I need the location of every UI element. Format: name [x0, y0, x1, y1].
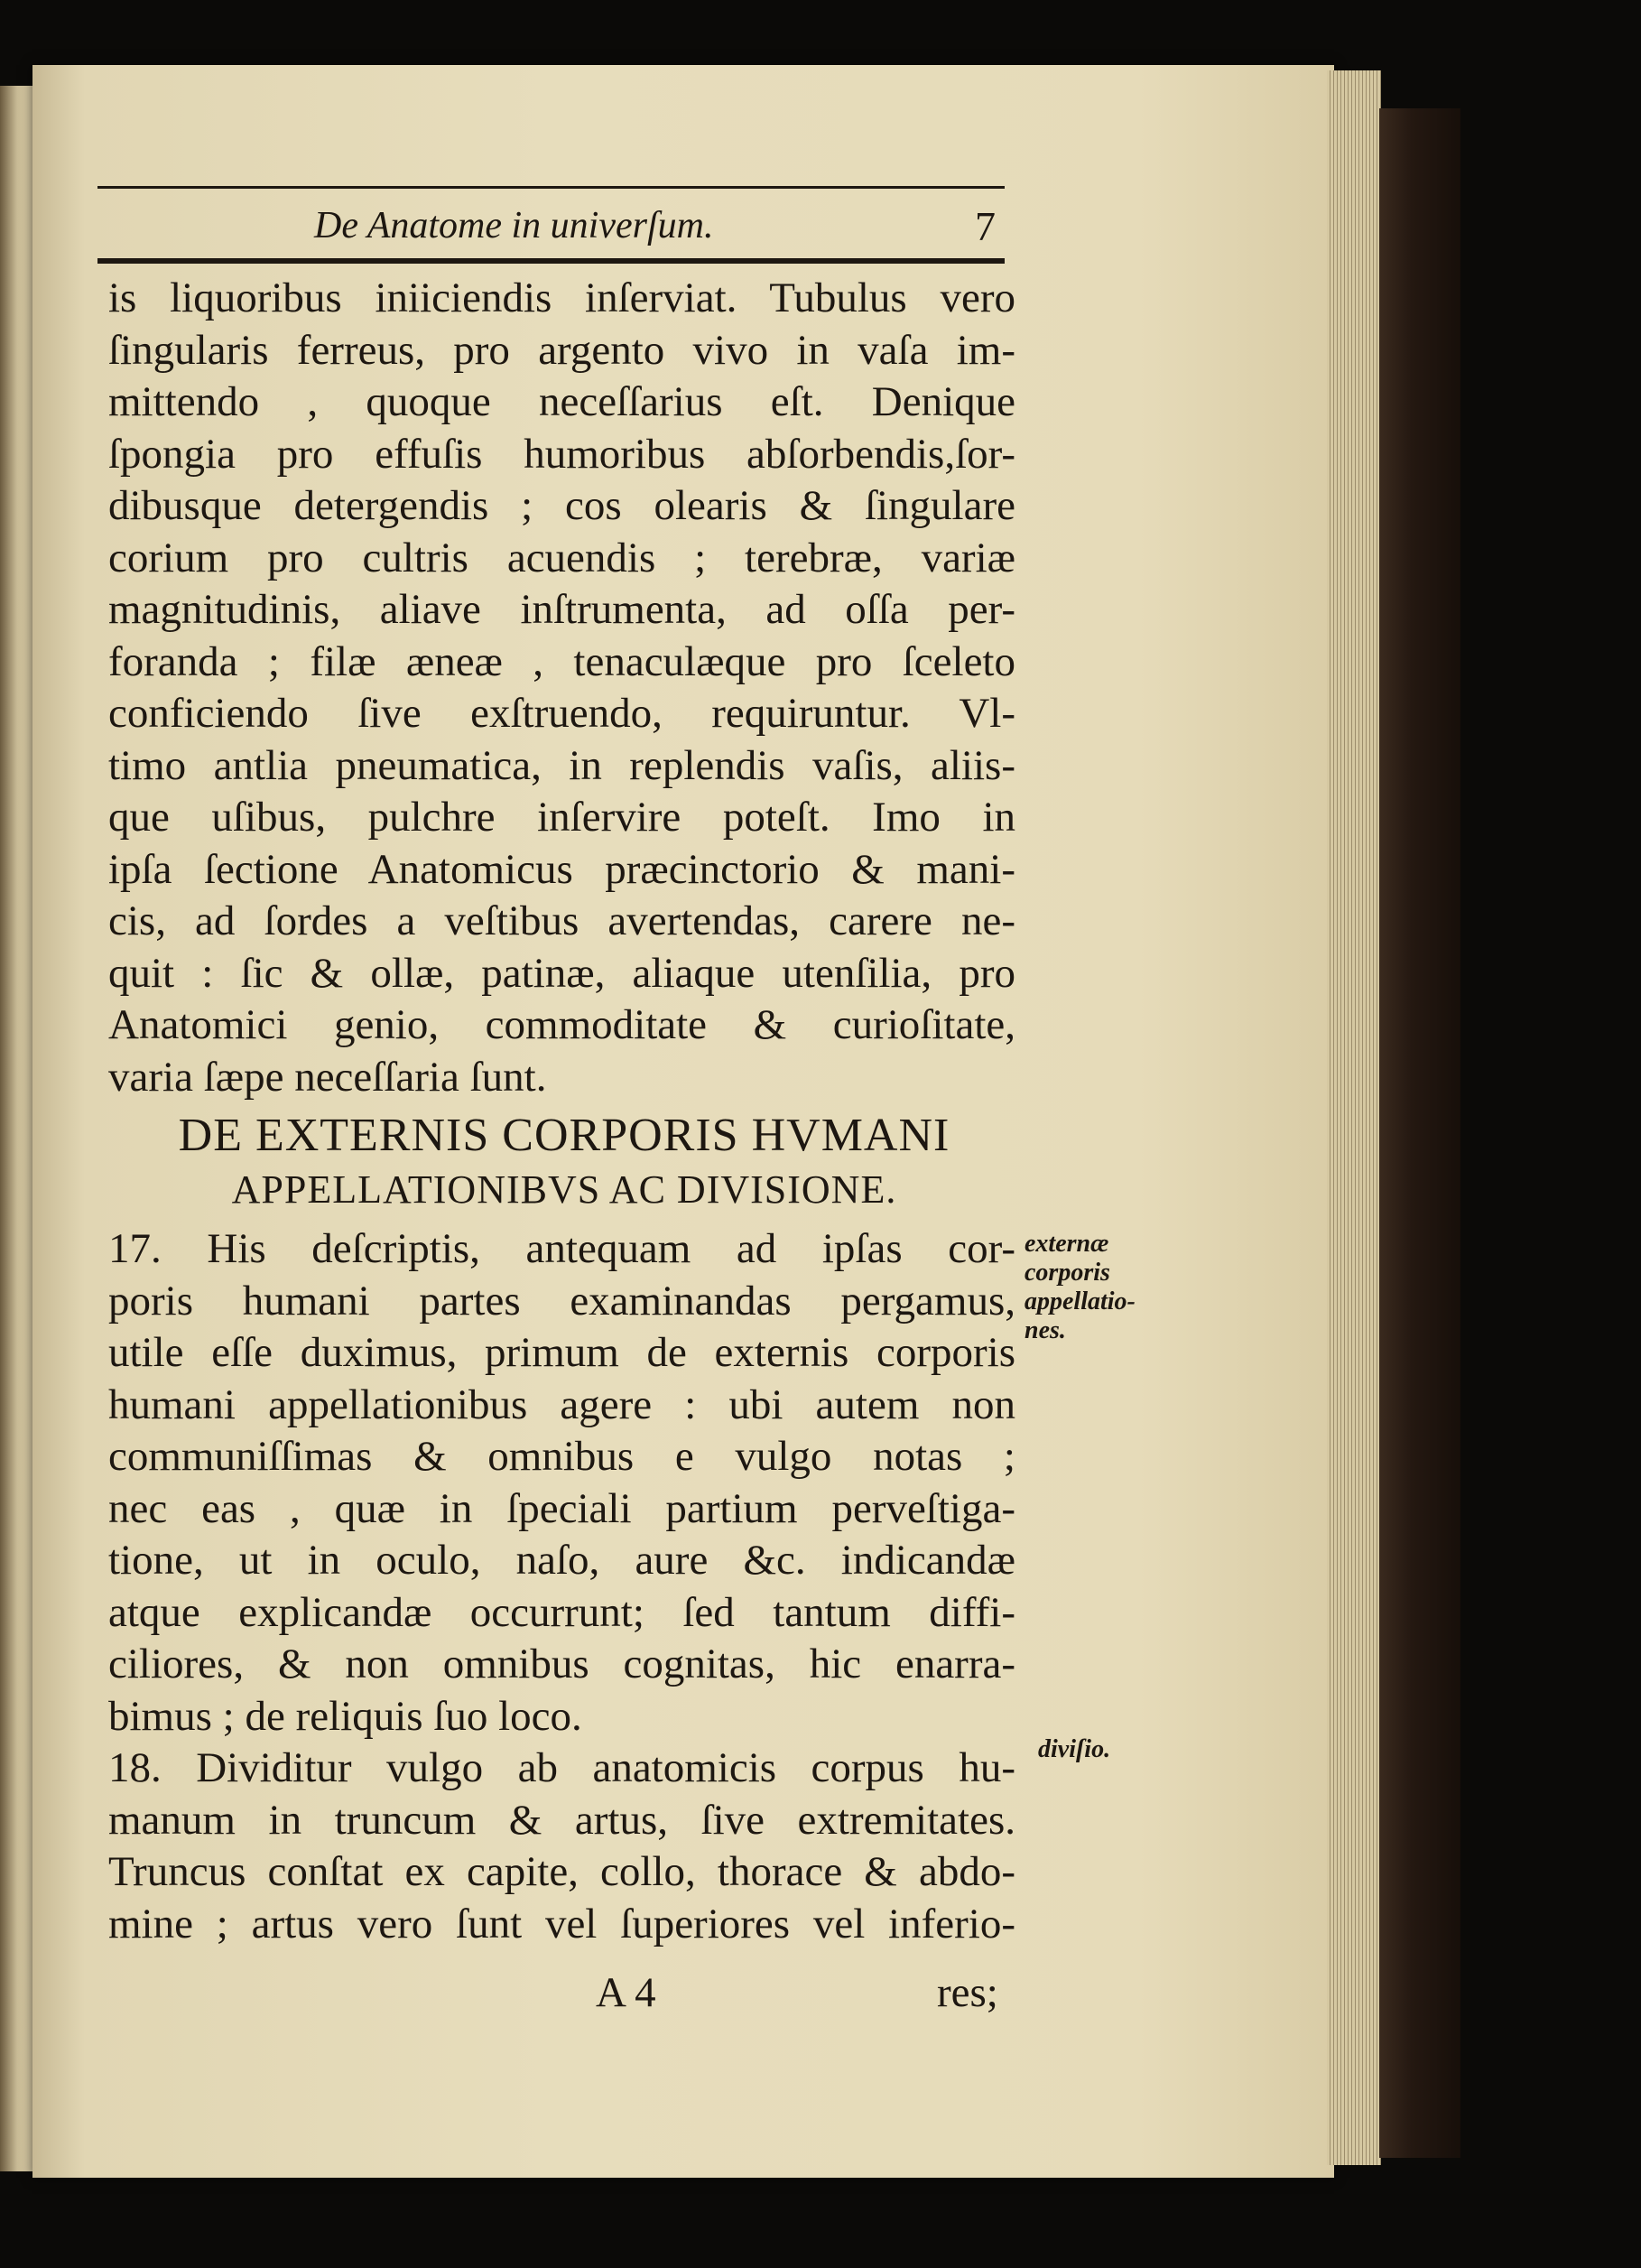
header-rule-bottom — [97, 258, 1005, 264]
text-line: ſpongia pro effuſis humoribus abſorbendis,ſor- — [108, 430, 1015, 478]
text-line: communiſſimas & omnibus e vulgo notas ; — [108, 1433, 1015, 1480]
text-line: Anatomici genio, commoditate & curioſitate, — [108, 1001, 1015, 1048]
text-line: dibusque detergendis ; cos olearis & ſingulare — [108, 482, 1015, 529]
text-line: atque explicandæ occurrunt; ſed tantum diffi- — [108, 1588, 1015, 1636]
header-rule-top — [97, 186, 1005, 189]
marginal-note: externæ corporis appellatio- nes. — [1024, 1230, 1136, 1344]
text-line: que uſibus, pulchre inſervire poteſt. Imo in — [108, 794, 1015, 841]
text-line: nec eas , quæ in ſpeciali partium perveſtiga- — [108, 1484, 1015, 1532]
text-line: ipſa ſectione Anatomicus præcinctorio & mani- — [108, 845, 1015, 893]
text-line: conficiendo ſive exſtruendo, requiruntur. Vl- — [108, 690, 1015, 737]
text-line: poris humani partes examinandas pergamus, — [108, 1277, 1015, 1325]
text-line: utile eſſe duximus, primum de externis corporis — [108, 1329, 1015, 1376]
text-line: 17. His deſcriptis, antequam ad ipſas cor- — [108, 1225, 1015, 1272]
text-line: magnitudinis, aliave inſtrumenta, ad oſſa per- — [108, 586, 1015, 633]
text-line: mine ; artus vero ſunt vel ſuperiores vel inferio- — [108, 1900, 1015, 1947]
text-line: 18. Dividitur vulgo ab anatomicis corpus hu- — [108, 1744, 1015, 1791]
text-line: corium pro cultris acuendis ; terebræ, variæ — [108, 534, 1015, 581]
text-line: cis, ad ſordes a veſtibus avertendas, carere ne- — [108, 897, 1015, 944]
text-line: quit : ſic & ollæ, patinæ, aliaque utenſilia, pro — [108, 949, 1015, 997]
text-line: mittendo , quoque neceſſarius eſt. Denique — [108, 378, 1015, 425]
text-line: bimus ; de reliquis ſuo loco. — [108, 1692, 582, 1740]
text-line: manum in truncum & artus, ſive extremitates. — [108, 1796, 1015, 1844]
marginal-note-2: diviſio. — [1038, 1735, 1111, 1763]
text-line: humani appellationibus agere : ubi autem non — [108, 1380, 1015, 1428]
section-heading: DE EXTERNIS CORPORIS HVMANI — [178, 1110, 950, 1161]
text-line: varia ſæpe neceſſaria ſunt. — [108, 1053, 547, 1101]
page-header — [97, 195, 1005, 258]
running-head: De Anatome in univerſum. — [314, 205, 714, 246]
text-line: ſingularis ferreus, pro argento vivo in vaſa im- — [108, 326, 1015, 374]
catchword: res; — [937, 1969, 998, 2016]
text-line: foranda ; filæ æneæ , tenaculæque pro ſceleto — [108, 637, 1015, 685]
text-line: is liquoribus iniiciendis inſerviat. Tubulus vero — [108, 274, 1015, 321]
text-line: ciliores, & non omnibus cognitas, hic enarra- — [108, 1641, 1015, 1687]
page-stack-edge — [1327, 70, 1381, 2165]
page-number: 7 — [975, 203, 996, 249]
section-subheading: APPELLATIONIBVS AC DIVISIONE. — [231, 1167, 897, 1212]
text-line: timo antlia pneumatica, in replendis vaſis, aliis- — [108, 741, 1015, 789]
text-line: tione, ut in oculo, naſo, aure &c. indicandæ — [108, 1537, 1015, 1584]
text-line: Truncus conſtat ex capite, collo, thorace & abdo- — [108, 1848, 1015, 1895]
book-cover — [1379, 108, 1460, 2158]
signature-mark: A 4 — [596, 1969, 656, 2016]
